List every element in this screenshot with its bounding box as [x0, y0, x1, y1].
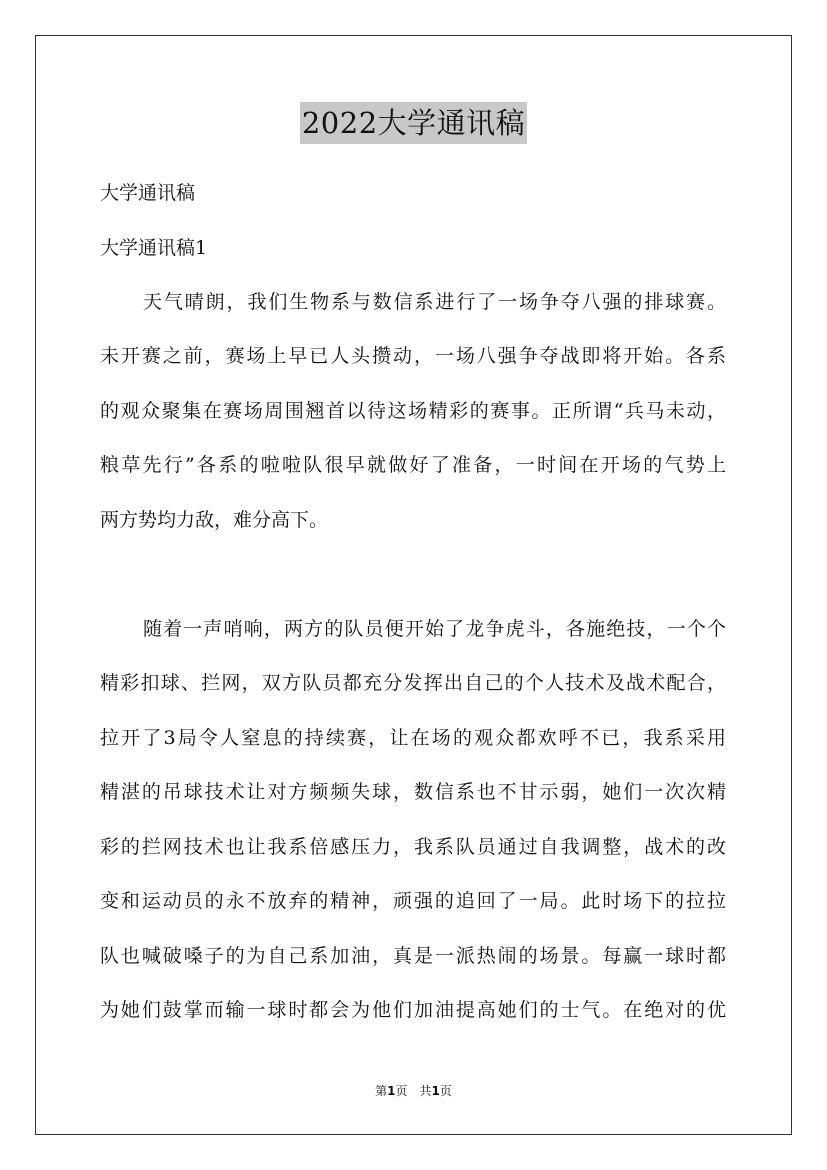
paragraph-line: 拉开了3局令人窒息的持续赛，让在场的观众都欢呼不已，我系采用 — [100, 727, 726, 749]
document-subtitle: 大学通讯稿 — [100, 182, 196, 204]
paragraph-line: 精湛的吊球技术让对方频频失球，数信系也不甘示弱，她们一次次精 — [100, 781, 726, 803]
paragraph-line: 精彩扣球、拦网，双方队员都充分发挥出自己的个人技术及战术配合， — [100, 672, 726, 694]
footer-page-mid: 页 共 — [395, 1084, 432, 1098]
paragraph-line: 两方势均力敌，难分高下。 — [100, 509, 329, 531]
paragraph-line: 彩的拦网技术也让我系倍感压力，我系队员通过自我调整，战术的改 — [100, 836, 726, 858]
footer-page-total: 1 — [431, 1084, 440, 1098]
paragraph-line: 变和运动员的永不放弃的精神，顽强的追回了一局。此时场下的拉拉 — [100, 890, 726, 912]
footer-page-current: 1 — [387, 1084, 396, 1098]
paragraph-line: 粮草先行”各系的啦啦队很早就做好了准备，一时间在开场的气势上 — [100, 454, 726, 476]
paragraph-line: 队也喊破嗓子的为自己系加油，真是一派热闹的场景。每赢一球时都 — [100, 945, 726, 967]
paragraph-line: 随着一声哨响，两方的队员便开始了龙争虎斗，各施绝技，一个个 — [143, 618, 726, 640]
paragraph-line: 未开赛之前，赛场上早已人头攒动，一场八强争夺战即将开始。各系 — [100, 345, 726, 367]
footer-page-suffix: 页 — [439, 1084, 452, 1098]
paragraph-line: 的观众聚集在赛场周围翘首以待这场精彩的赛事。正所谓“兵马未动， — [100, 400, 726, 422]
document-title — [0, 102, 827, 144]
page-footer — [0, 1083, 827, 1099]
document-title-text: 2022大学通讯稿 — [300, 102, 527, 144]
paragraph-line: 为她们鼓掌而输一球时都会为他们加油提高她们的士气。在绝对的优 — [100, 999, 726, 1021]
paragraph-line: 天气晴朗，我们生物系与数信系进行了一场争夺八强的排球赛。 — [143, 291, 726, 313]
section-heading: 大学通讯稿1 — [100, 237, 208, 259]
footer-page-prefix: 第 — [375, 1084, 388, 1098]
